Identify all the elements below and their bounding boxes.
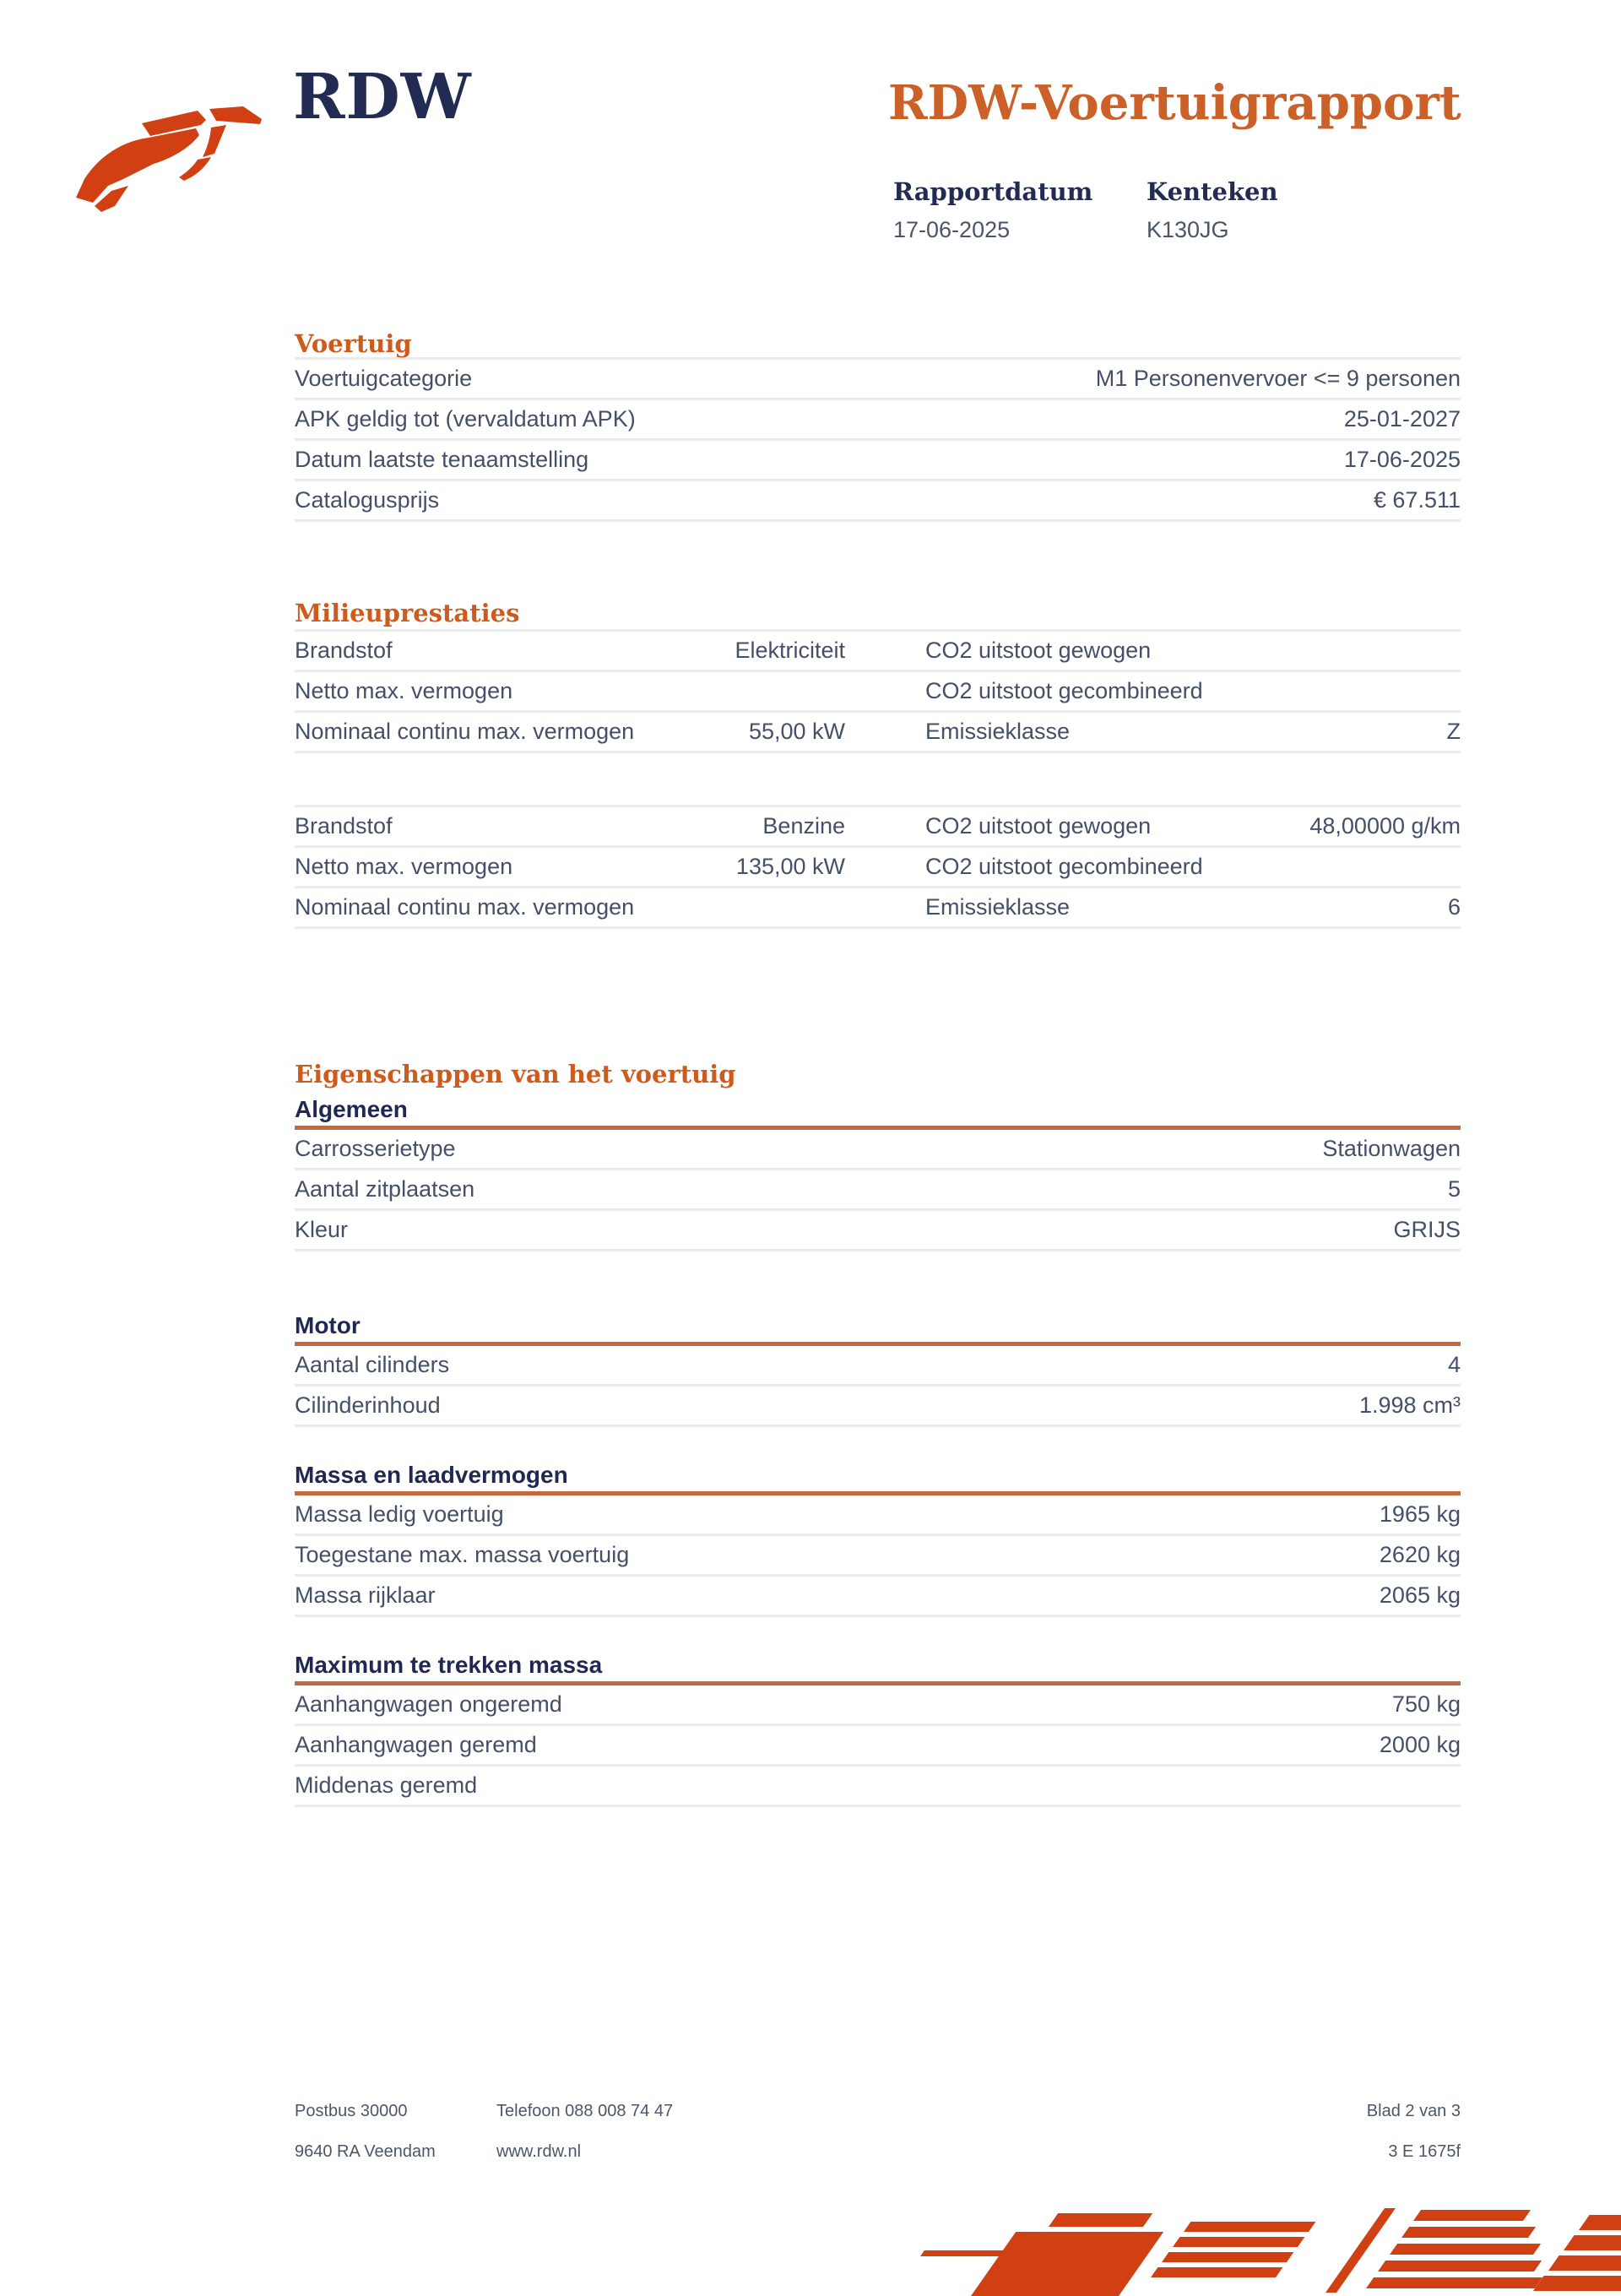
group-title: Maximum te trekken massa: [295, 1653, 1461, 1685]
row-value: € 67.511: [1373, 487, 1461, 513]
table-row: [295, 1536, 1461, 1577]
table-row: [295, 360, 1461, 400]
row-value: GRIJS: [1393, 1217, 1461, 1242]
footer-website: www.rdw.nl: [496, 2142, 582, 2161]
table-row: [295, 848, 1461, 888]
row-label: Netto max. vermogen: [295, 854, 513, 879]
table-row: [295, 1495, 1461, 1536]
trekken-table: [295, 1685, 1461, 1807]
row-value: 48,00000 g/km: [1309, 813, 1461, 839]
bottom-decoration-stripes: [920, 2201, 1621, 2296]
row-label: Toegestane max. massa voertuig: [295, 1542, 630, 1567]
row-value: 2065 kg: [1379, 1582, 1461, 1608]
footer-page-info: [1367, 2103, 1461, 2161]
row-label: Aantal zitplaatsen: [295, 1176, 475, 1202]
table-row: [295, 441, 1461, 481]
table-row: [295, 1346, 1461, 1387]
row-label: Aanhangwagen geremd: [295, 1732, 537, 1757]
section-voertuig: [295, 330, 1461, 522]
section-massa: [295, 1463, 1461, 1617]
section-milieuprestaties-2: [295, 805, 1461, 929]
section-title: Milieuprestaties: [295, 599, 520, 627]
footer-form-code: 3 E 1675f: [1388, 2142, 1461, 2161]
group-title: Motor: [295, 1314, 1461, 1346]
row-label: Cilinderinhoud: [295, 1392, 441, 1418]
massa-table: [295, 1495, 1461, 1617]
table-row: [295, 807, 1461, 848]
table-row: [295, 1767, 1461, 1807]
report-date-label: Rapportdatum: [893, 177, 1093, 206]
row-value: Elektriciteit: [735, 638, 845, 663]
row-label: APK geldig tot (vervaldatum APK): [295, 406, 636, 432]
row-value: M1 Personenvervoer <= 9 personen: [1095, 366, 1461, 391]
row-label: CO2 uitstoot gewogen: [925, 813, 1152, 839]
footer-contact: [496, 2103, 673, 2161]
row-label: Carrosserietype: [295, 1136, 456, 1161]
section-title: Voertuig: [295, 329, 412, 358]
table-row: [295, 1170, 1461, 1211]
rdw-logo-text: RDW: [293, 61, 472, 133]
table-row: [295, 1211, 1461, 1251]
table-row: [295, 713, 1461, 753]
milieu-table-1: [295, 629, 1461, 753]
report-date-value: 17-06-2025: [893, 217, 1011, 242]
row-value: 6: [1447, 894, 1461, 920]
group-algemeen: [295, 1098, 1461, 1251]
group-title: Massa en laadvermogen: [295, 1463, 1461, 1495]
row-label: Brandstof: [295, 813, 393, 839]
row-label: Aantal cilinders: [295, 1352, 450, 1377]
group-title: Algemeen: [295, 1098, 1461, 1130]
row-value: 4: [1447, 1352, 1461, 1377]
row-value: 17-06-2025: [1343, 447, 1461, 472]
table-row: [295, 400, 1461, 441]
row-label: CO2 uitstoot gewogen: [925, 638, 1152, 663]
footer-address-line2: 9640 RA Veendam: [295, 2142, 436, 2161]
row-value: 750 kg: [1391, 1691, 1461, 1717]
rdw-feather-logo-icon: [71, 106, 267, 217]
kenteken-label: Kenteken: [1147, 177, 1278, 206]
row-label: Datum laatste tenaamstelling: [295, 447, 589, 472]
row-label: Massa ledig voertuig: [295, 1501, 504, 1527]
row-label: Nominaal continu max. vermogen: [295, 719, 635, 744]
row-label: Brandstof: [295, 638, 393, 663]
table-row: [295, 481, 1461, 522]
footer-phone: Telefoon 088 008 74 47: [496, 2102, 674, 2120]
table-row: [295, 1577, 1461, 1617]
row-label: CO2 uitstoot gecombineerd: [925, 854, 1203, 879]
row-label: Middenas geremd: [295, 1772, 478, 1798]
voertuig-table: [295, 357, 1461, 522]
row-label: Aanhangwagen ongeremd: [295, 1691, 562, 1717]
section-milieuprestaties: [295, 600, 1461, 753]
footer-address-line1: Postbus 30000: [295, 2102, 408, 2120]
page-title: RDW-Voertuigrapport: [888, 75, 1461, 131]
row-label: Emissieklasse: [925, 894, 1071, 920]
row-value: 2620 kg: [1379, 1542, 1461, 1567]
row-value: 1.998 cm³: [1358, 1392, 1461, 1418]
row-value: 135,00 kW: [735, 854, 845, 879]
row-value: 1965 kg: [1379, 1501, 1461, 1527]
row-value: Benzine: [762, 813, 845, 839]
table-row: [295, 632, 1461, 672]
row-value: Stationwagen: [1322, 1136, 1461, 1161]
section-maximum-trekken: [295, 1653, 1461, 1807]
row-value: Z: [1446, 719, 1461, 744]
table-row: [295, 672, 1461, 713]
table-row: [295, 1130, 1461, 1170]
table-row: [295, 888, 1461, 929]
row-label: Voertuigcategorie: [295, 366, 473, 391]
row-label: Catalogusprijs: [295, 487, 440, 513]
section-title: Eigenschappen van het voertuig: [295, 1060, 736, 1088]
row-value: 2000 kg: [1379, 1732, 1461, 1757]
row-value: 5: [1447, 1176, 1461, 1202]
kenteken-value: K130JG: [1147, 217, 1229, 242]
row-label: Nominaal continu max. vermogen: [295, 894, 635, 920]
row-label: Netto max. vermogen: [295, 678, 513, 703]
row-value: 25-01-2027: [1343, 406, 1461, 432]
algemeen-table: [295, 1130, 1461, 1251]
table-row: [295, 1726, 1461, 1767]
row-label: CO2 uitstoot gecombineerd: [925, 678, 1203, 703]
row-label: Massa rijklaar: [295, 1582, 436, 1608]
section-motor: [295, 1314, 1461, 1427]
motor-table: [295, 1346, 1461, 1427]
table-row: [295, 1387, 1461, 1427]
section-eigenschappen: [295, 1061, 1461, 1251]
row-label: Emissieklasse: [925, 719, 1071, 744]
row-value: 55,00 kW: [748, 719, 845, 744]
milieu-table-2: [295, 805, 1461, 929]
footer-address: [295, 2103, 436, 2161]
table-row: [295, 1685, 1461, 1726]
row-label: Kleur: [295, 1217, 349, 1242]
footer-page-indicator: Blad 2 van 3: [1366, 2102, 1461, 2120]
